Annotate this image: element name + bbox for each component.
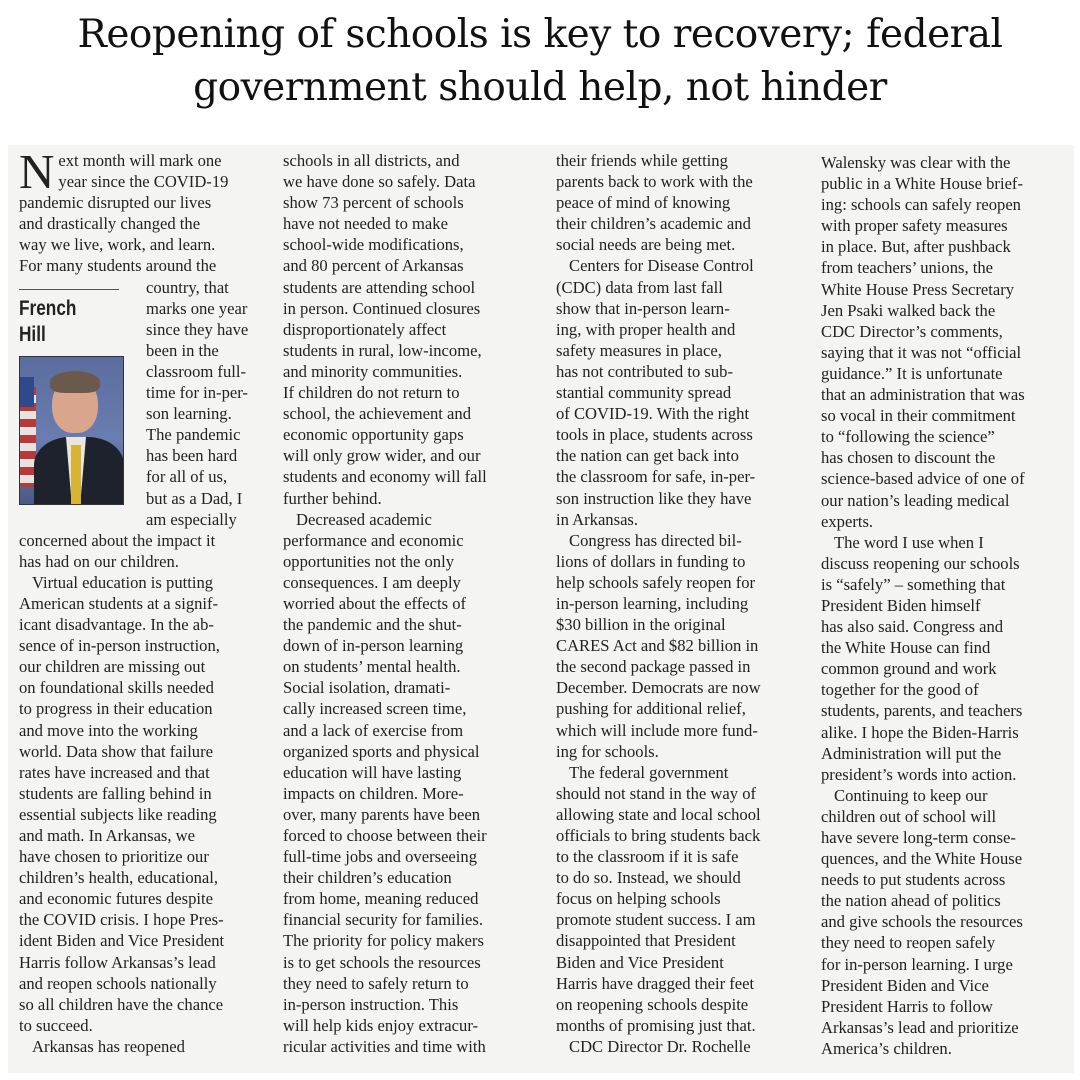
text-line: have chosen to prioritize our bbox=[19, 847, 209, 867]
text-line: and minority communities. bbox=[283, 361, 463, 381]
text-line: alike. I hope the Biden-Harris bbox=[821, 722, 1019, 742]
text-line: to progress in their education bbox=[19, 699, 213, 719]
photo-tie bbox=[71, 445, 81, 505]
text-line: promote student success. I am bbox=[556, 910, 756, 930]
text-line: America’s children. bbox=[821, 1038, 952, 1058]
text-line: so vocal in their commitment bbox=[821, 406, 1016, 426]
text-line: Arkansas has reopened bbox=[32, 1036, 185, 1056]
text-line: focus on helping schools bbox=[556, 889, 721, 909]
text-line: and 80 percent of Arkansas bbox=[283, 256, 464, 276]
text-line: essential subjects like reading bbox=[19, 804, 217, 824]
text-line: quences, and the White House bbox=[821, 849, 1023, 869]
text-line: together for the good of bbox=[821, 680, 979, 700]
text-line: so all children have the chance bbox=[19, 994, 224, 1014]
text-line: Centers for Disease Control bbox=[569, 256, 754, 276]
text-line: President Biden and Vice bbox=[821, 975, 989, 995]
column-1-opening bbox=[19, 144, 275, 277]
text-line: year since the COVID-19 bbox=[58, 172, 229, 192]
text-line: ident Biden and Vice President bbox=[19, 931, 225, 951]
text-line: in Arkansas. bbox=[556, 509, 639, 529]
text-line: in person. Continued closures bbox=[283, 298, 481, 318]
text-line: the second package passed in bbox=[556, 657, 751, 677]
text-line: pandemic disrupted our lives bbox=[19, 193, 212, 213]
text-line: The pandemic bbox=[146, 425, 241, 445]
text-line: ing for schools. bbox=[556, 741, 659, 761]
text-line: Walensky was clear with the bbox=[821, 153, 1011, 172]
column-1-wrapped-text bbox=[146, 277, 275, 530]
text-line: president’s words into action. bbox=[821, 764, 1017, 784]
text-line: schools in all districts, and bbox=[283, 151, 460, 170]
text-line: rates have increased and that bbox=[19, 762, 210, 782]
text-line: their children’s education bbox=[283, 868, 452, 888]
text-line: icant disadvantage. In the ab- bbox=[19, 615, 214, 635]
text-line: experts. bbox=[821, 511, 874, 531]
text-line: of COVID-19. With the right bbox=[556, 404, 750, 424]
text-line: since they have bbox=[146, 319, 249, 339]
text-line: President Harris to follow bbox=[821, 996, 993, 1016]
text-line: they need to reopen safely bbox=[821, 933, 996, 953]
text-line: from home, meaning reduced bbox=[283, 889, 479, 909]
text-line: our children are missing out bbox=[19, 657, 206, 677]
text-line: students, parents, and teachers bbox=[821, 701, 1023, 721]
text-line: has not contributed to sub- bbox=[556, 361, 733, 381]
flag-canton bbox=[20, 377, 34, 407]
drop-cap: N bbox=[19, 144, 55, 199]
text-line: officials to bring students back bbox=[556, 826, 761, 845]
text-line: students are attending school bbox=[283, 277, 476, 297]
text-line: The federal government bbox=[569, 762, 729, 782]
text-line: guidance.” It is unfortunate bbox=[821, 363, 1003, 383]
text-line: Congress has directed bil- bbox=[569, 530, 742, 550]
text-line: over, many parents have been bbox=[283, 804, 480, 824]
text-line: and a lack of exercise from bbox=[283, 720, 464, 740]
text-line: ing, with proper health and bbox=[556, 319, 736, 339]
text-line: show that in-person learn- bbox=[556, 298, 730, 318]
text-line: Harris have dragged their feet bbox=[556, 973, 755, 993]
text-line: to “following the science” bbox=[821, 427, 995, 447]
text-line: Continuing to keep our bbox=[834, 785, 988, 805]
text-line: is to get schools the resources bbox=[283, 952, 481, 972]
author-first-name: French bbox=[19, 297, 77, 320]
text-line: time for in-per- bbox=[146, 383, 248, 403]
text-line: we have done so safely. Data bbox=[283, 172, 476, 192]
text-line: has chosen to discount the bbox=[821, 448, 996, 468]
text-line: on reopening schools despite bbox=[556, 994, 749, 1014]
text-line: lions of dollars in funding to bbox=[556, 551, 746, 571]
text-line: help schools safely reopen for bbox=[556, 572, 756, 592]
text-line: that an administration that was bbox=[821, 385, 1025, 405]
text-line: son learning. bbox=[146, 404, 232, 424]
article-column-3 bbox=[556, 150, 812, 1057]
text-line: have severe long-term conse- bbox=[821, 828, 1016, 847]
text-line: to succeed. bbox=[19, 1015, 93, 1035]
text-line: the pandemic and the shut- bbox=[283, 615, 462, 635]
text-line: December. Democrats are now bbox=[556, 678, 761, 698]
article-column-1 bbox=[19, 144, 275, 1057]
text-line: impacts on children. More- bbox=[283, 783, 464, 803]
text-line: way we live, work, and learn. bbox=[19, 235, 216, 255]
text-line: performance and economic bbox=[283, 530, 464, 550]
text-line: and move into the working bbox=[19, 720, 198, 740]
text-line: should not stand in the way of bbox=[556, 783, 757, 803]
text-line: cally increased screen time, bbox=[283, 699, 467, 719]
text-line: will only grow wider, and our bbox=[283, 446, 481, 466]
text-line: public in a White House brief- bbox=[821, 174, 1023, 194]
text-line: to do so. Instead, we should bbox=[556, 868, 741, 888]
headline-line-2: government should help, not hinder bbox=[193, 65, 887, 110]
photo-hair bbox=[50, 371, 100, 393]
text-line: discuss reopening our schools bbox=[821, 553, 1020, 573]
article-column-4 bbox=[821, 152, 1077, 1059]
text-line: for in-person learning. I urge bbox=[821, 954, 1013, 974]
text-line: our nation’s leading medical bbox=[821, 490, 1010, 510]
text-line: children out of school will bbox=[821, 806, 997, 826]
text-line: $30 billion in the original bbox=[556, 615, 726, 635]
newspaper-clipping bbox=[8, 145, 1074, 1073]
text-line: will help kids enjoy extracur- bbox=[283, 1015, 479, 1035]
text-line: organized sports and physical bbox=[283, 741, 480, 761]
text-line: saying that it was not “official bbox=[821, 342, 1022, 362]
text-line: have not needed to make bbox=[283, 214, 448, 234]
text-line: show 73 percent of schools bbox=[283, 193, 464, 213]
text-line: ricular activities and time with bbox=[283, 1036, 486, 1056]
text-line: Social isolation, dramati- bbox=[283, 678, 451, 698]
text-line: CDC Director’s comments, bbox=[821, 321, 1003, 341]
text-line: their children’s academic and bbox=[556, 214, 751, 234]
text-line: the COVID crisis. I hope Pres- bbox=[19, 910, 224, 930]
text-line: Arkansas’s lead and prioritize bbox=[821, 1017, 1019, 1037]
text-line: American students at a signif- bbox=[19, 593, 219, 613]
text-line: students and economy will fall bbox=[283, 467, 487, 487]
text-line: tools in place, students across bbox=[556, 425, 753, 445]
text-line: The priority for policy makers bbox=[283, 931, 484, 951]
text-line: am especially bbox=[146, 509, 237, 529]
text-line: has also said. Congress and bbox=[821, 617, 1004, 637]
text-line: Administration will put the bbox=[821, 743, 1002, 763]
text-line: safety measures in place, bbox=[556, 340, 722, 360]
text-line: in-person learning, including bbox=[556, 593, 749, 613]
text-line: Jen Psaki walked back the bbox=[821, 300, 996, 320]
text-line: Biden and Vice President bbox=[556, 952, 724, 972]
text-line: classroom full- bbox=[146, 361, 247, 381]
text-line: from teachers’ unions, the bbox=[821, 258, 994, 278]
text-line: the nation can get back into bbox=[556, 446, 739, 466]
text-line: economic opportunity gaps bbox=[283, 425, 464, 445]
text-line: stantial community spread bbox=[556, 383, 732, 403]
text-line: full-time jobs and overseeing bbox=[283, 847, 478, 867]
text-line: disappointed that President bbox=[556, 931, 736, 951]
text-line: worried about the effects of bbox=[283, 593, 467, 613]
text-line: has been hard bbox=[146, 446, 238, 466]
text-line: CARES Act and $82 billion in bbox=[556, 636, 759, 656]
text-line: pushing for additional relief, bbox=[556, 699, 746, 719]
text-line: disproportionately affect bbox=[283, 319, 447, 339]
text-line: been in the bbox=[146, 340, 219, 360]
text-line: White House Press Secretary bbox=[821, 279, 1015, 299]
text-line: but as a Dad, I bbox=[146, 488, 243, 508]
text-line: allowing state and local school bbox=[556, 804, 761, 824]
text-line: is “safely” – something that bbox=[821, 574, 1006, 594]
text-line: CDC Director Dr. Rochelle bbox=[569, 1036, 751, 1056]
text-line: financial security for families. bbox=[283, 910, 483, 930]
text-line: and reopen schools nationally bbox=[19, 973, 217, 993]
text-line: the nation ahead of politics bbox=[821, 891, 1001, 911]
text-line: and economic futures despite bbox=[19, 889, 213, 909]
text-line: has had on our children. bbox=[19, 551, 179, 571]
text-line: on students’ mental health. bbox=[283, 657, 461, 677]
text-line: consequences. I am deeply bbox=[283, 572, 461, 592]
text-line: the White House can find bbox=[821, 638, 991, 658]
byline-divider bbox=[19, 289, 119, 290]
text-line: the classroom for safe, in-per- bbox=[556, 467, 756, 487]
text-line: The word I use when I bbox=[834, 532, 984, 552]
text-line: months of promising just that. bbox=[556, 1015, 756, 1035]
text-line: forced to choose between their bbox=[283, 826, 487, 845]
text-line: down of in-person learning bbox=[283, 636, 464, 656]
text-line: in place. But, after pushback bbox=[821, 237, 1011, 257]
text-line: which will include more fund- bbox=[556, 720, 758, 740]
text-line: country, that bbox=[146, 277, 229, 297]
text-line: opportunities not the only bbox=[283, 551, 454, 571]
headline bbox=[0, 0, 1080, 140]
author-photo bbox=[19, 356, 124, 505]
text-line: with proper safety measures bbox=[821, 216, 1008, 236]
text-line: students are falling behind in bbox=[19, 783, 212, 803]
article-column-2 bbox=[283, 150, 539, 1057]
text-line: on foundational skills needed bbox=[19, 678, 214, 698]
text-line: parents back to work with the bbox=[556, 172, 753, 192]
text-line: sence of in-person instruction, bbox=[19, 636, 220, 656]
text-line: concerned about the impact it bbox=[19, 530, 216, 550]
text-line: (CDC) data from last fall bbox=[556, 277, 723, 297]
text-line: education will have lasting bbox=[283, 762, 462, 782]
text-line: Decreased academic bbox=[296, 509, 432, 529]
text-line: to the classroom if it is safe bbox=[556, 847, 739, 867]
text-line: and drastically changed the bbox=[19, 214, 201, 234]
text-line: son instruction like they have bbox=[556, 488, 752, 508]
text-line: For many students around the bbox=[19, 256, 217, 276]
author-byline bbox=[19, 289, 129, 505]
text-line: common ground and work bbox=[821, 659, 997, 679]
text-line: students in rural, low-income, bbox=[283, 340, 482, 360]
text-line: Harris follow Arkansas’s lead bbox=[19, 952, 216, 972]
text-line: ing: schools can safely reopen bbox=[821, 195, 1021, 215]
text-line: science-based advice of one of bbox=[821, 469, 1025, 489]
text-line: ext month will mark one bbox=[58, 151, 222, 170]
text-line: for all of us, bbox=[146, 467, 228, 487]
text-line: school, the achievement and bbox=[283, 404, 471, 424]
text-line: marks one year bbox=[146, 298, 248, 318]
author-last-name: Hill bbox=[19, 323, 46, 346]
text-line: children’s health, educational, bbox=[19, 868, 219, 888]
text-line: If children do not return to bbox=[283, 383, 460, 403]
text-line: they need to safely return to bbox=[283, 973, 469, 993]
text-line: needs to put students across bbox=[821, 870, 1006, 890]
text-line: peace of mind of knowing bbox=[556, 193, 731, 213]
text-line: and give schools the resources bbox=[821, 912, 1023, 932]
text-line: social needs are being met. bbox=[556, 235, 736, 255]
text-line: Virtual education is putting bbox=[32, 572, 214, 592]
text-line: world. Data show that failure bbox=[19, 741, 213, 761]
text-line: their friends while getting bbox=[556, 151, 728, 170]
text-line: further behind. bbox=[283, 488, 382, 508]
text-line: President Biden himself bbox=[821, 595, 981, 615]
text-line: and math. In Arkansas, we bbox=[19, 826, 196, 845]
text-line: school-wide modifications, bbox=[283, 235, 464, 255]
headline-line-1: Reopening of schools is key to recovery; federal bbox=[77, 12, 1003, 57]
text-line: in-person instruction. This bbox=[283, 994, 459, 1014]
